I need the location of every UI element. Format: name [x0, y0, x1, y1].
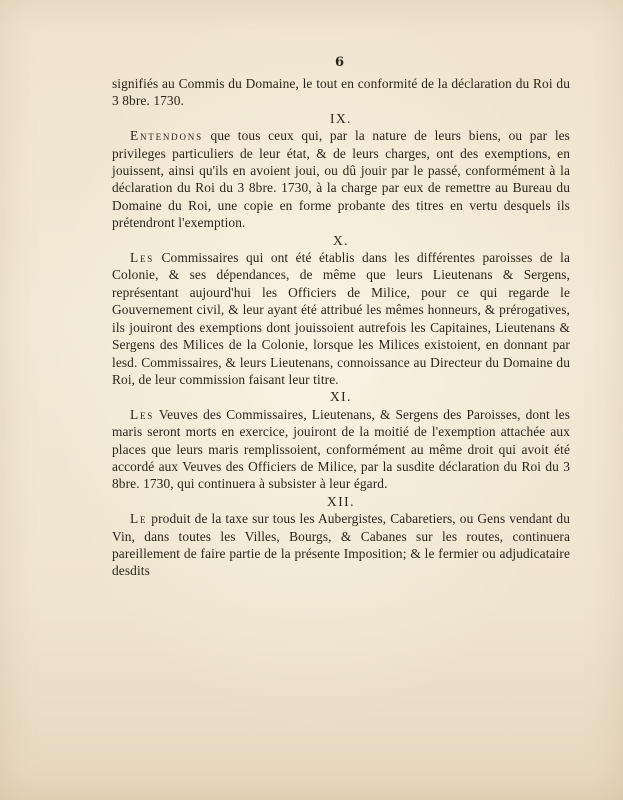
article-lead-ix: Entendons	[130, 128, 203, 144]
article-lead-xi: Les	[130, 406, 155, 422]
document-body	[112, 75, 570, 580]
article-paragraph-xi	[112, 406, 570, 493]
article-paragraph-xii	[112, 510, 570, 580]
article-paragraph-x	[112, 249, 570, 388]
article-heading-x: X.	[332, 232, 350, 248]
article-heading-xi: XI.	[330, 389, 352, 405]
page-number: 6	[335, 55, 345, 70]
article-lead-x: Les	[130, 250, 155, 266]
article-lead-xii: Le	[130, 511, 148, 527]
article-heading-xii: XII.	[327, 493, 355, 509]
article-paragraph-ix	[112, 127, 570, 231]
intro-paragraph: signifiés au Commis du Domaine, le tout en conformité de la déclaration du Roi du 3 8bre. 1730.	[112, 76, 570, 109]
article-text-x: Commissaires qui ont été établis dans les différentes paroisses de la Colonie, & ses dépendances, de même que leurs Lieutenans & Sergens, représentant aujourd'hui les Officiers de Milice, pour ce qui regarde le Gouvernement civil, & leur ayant été attribué les mêmes honneurs, & prérogatives, ils jouiront des exemptions dont jouissoient autrefois les Capitaines, Lieutenans & Sergens des Milices de la Colonie, lorsque les Milices existoient, en donnant par lesd. Commissaires, & leurs Lieutenans, connoissance au Directeur du Domaine du Roi, de leur commission faisant leur titre.	[112, 250, 570, 387]
article-text-ix: que tous ceux qui, par la nature de leurs biens, ou par les privileges particuliers de leur état, & de leurs charges, ont des exemptions, en jouissent, ainsi qu'ils en avoient joui, ou dû jouir par le passé, conformément à la déclaration du Roi du 3 8bre. 1730, à la charge par eux de remettre au Bureau du Domaine du Roi, une copie en forme probante des titres en vertu desquels ils prétendront l'exemption.	[112, 128, 570, 231]
article-heading-ix: IX.	[330, 110, 352, 126]
article-text-xi: Veuves des Commissaires, Lieutenans, & Sergens des Paroisses, dont les maris seront morts en exercice, jouiront de la moitié de l'exemption attachée aux places que leurs maris remplissoient, conformément au même droit qui avoit été accordé aux Veuves des Officiers de Milice, par la susdite déclaration du Roi du 3 8bre. 1730, qui continuera à subsister à leur égard.	[112, 406, 570, 492]
article-text-xii: produit de la taxe sur tous les Aubergistes, Cabaretiers, ou Gens vendant du Vin, dans toutes les Villes, Bourgs, & Cabanes sur les routes, continuera pareillement de faire partie de la présente Imposition; & le fermier ou adjudicataire desdits	[112, 511, 570, 579]
